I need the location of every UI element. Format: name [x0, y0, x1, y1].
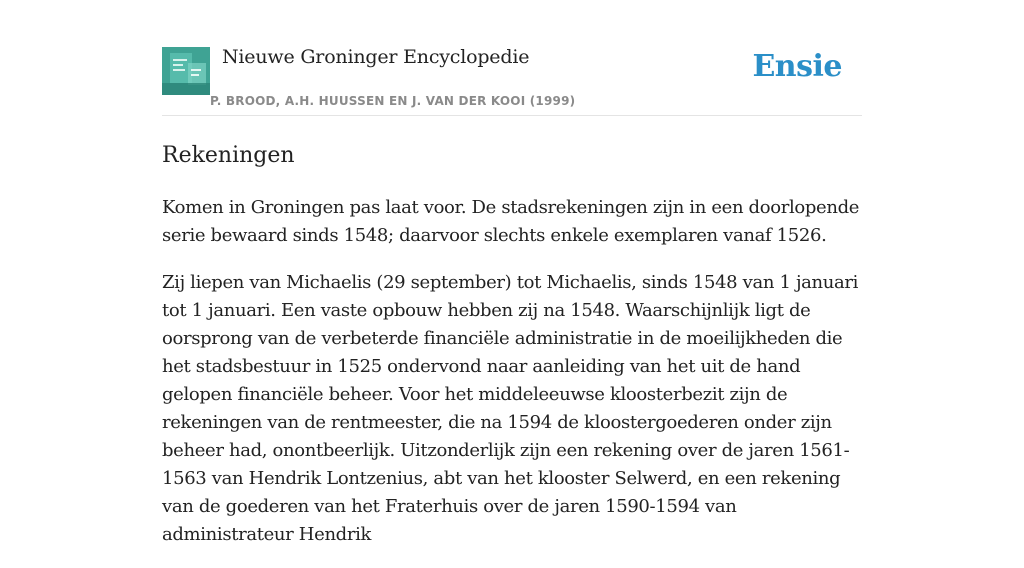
entry-paragraph: Komen in Groningen pas laat voor. De stadsrekeningen zijn in een doorlopende serie bewaard sinds 1548; daarvoor slechts enkele exemplaren vanaf 1526.: [162, 197, 860, 246]
book-authors: P. BROOD, A.H. HUUSSEN EN J. VAN DER KOOI (1999): [210, 94, 576, 108]
book-title[interactable]: Nieuwe Groninger Encyclopedie: [222, 46, 530, 68]
book-cover-avatar[interactable]: [162, 47, 210, 95]
entry-paragraph: Zij liepen van Michaelis (29 september) tot Michaelis, sinds 1548 van 1 januari tot 1 januari. Een vaste opbouw hebben zij na 1548. Waarschijnlijk ligt de oorsprong van de verbeterde financiële administratie in de moeilijkheden die het stadsbestuur in 1525 ondervond naar aanleiding van het uit de hand gelopen financiële beheer. Voor het middeleeuwse kloosterbezit zijn de rekeningen van de rentmeester, die na 1594 de kloostergoederen onder zijn beheer had, onontbeerlijk. Uitzonderlijk zijn een rekening over de jaren 1561-1563 van Hendrik Lontzenius, abt van het klooster Selwerd, en een rekening van de goederen van het Fraterhuis over de jaren 1590-1594 van administrateur Hendrik: [162, 272, 859, 545]
entry-title: Rekeningen: [162, 143, 295, 168]
book-cover-icon: [162, 47, 210, 95]
book-header: [162, 0, 862, 116]
ensie-logo[interactable]: Ensie: [752, 49, 842, 84]
article-container: [162, 0, 862, 568]
entry-body: [162, 194, 862, 549]
